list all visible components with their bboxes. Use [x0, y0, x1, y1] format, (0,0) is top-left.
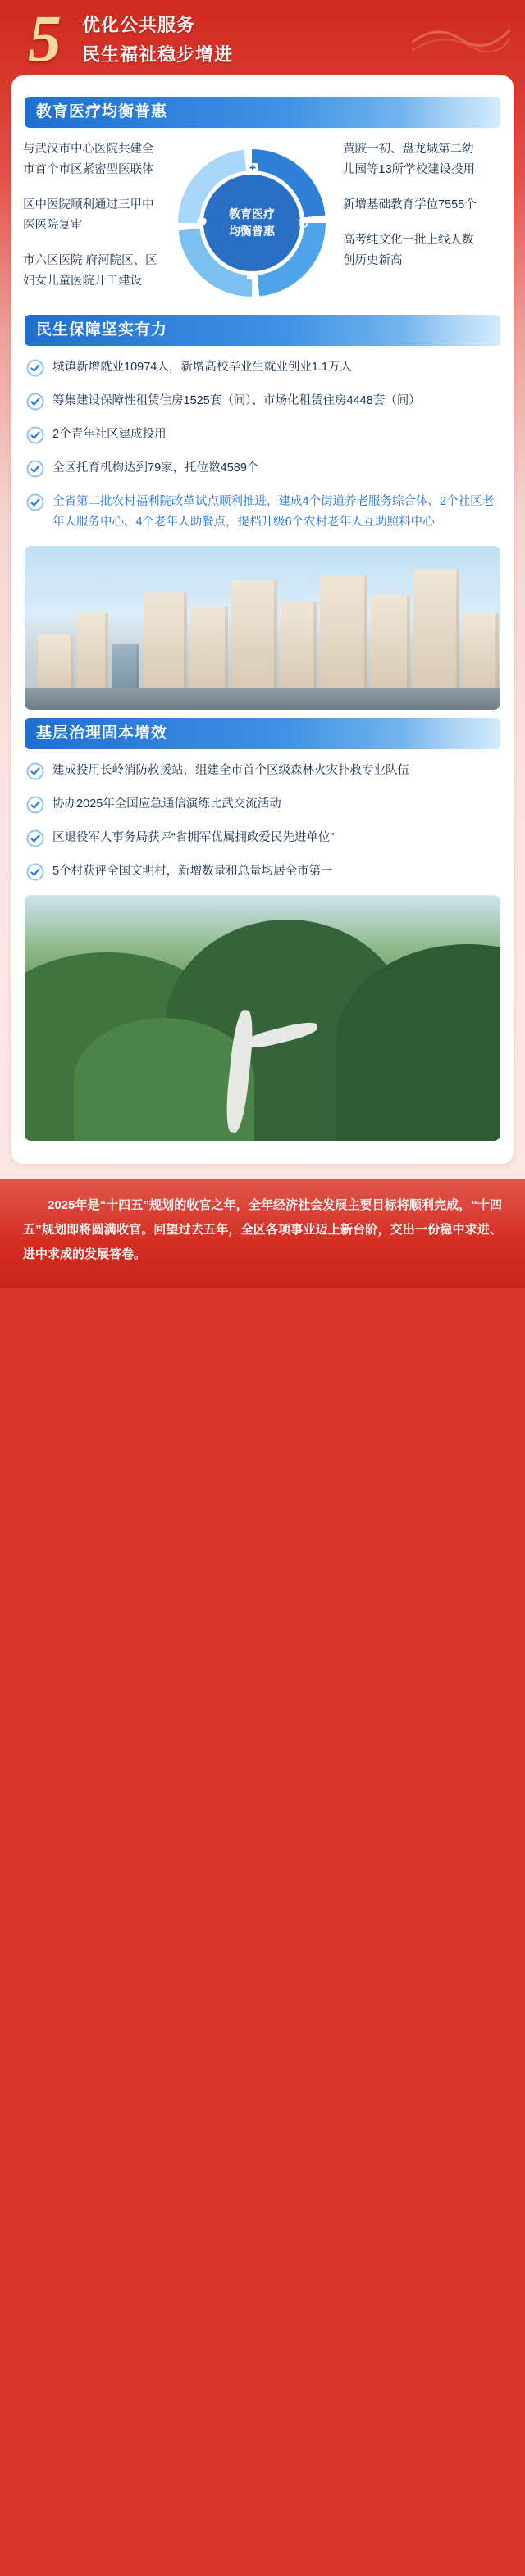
check-circle-icon — [26, 493, 44, 511]
list-item — [26, 357, 499, 378]
education-right-item-2: 新增基础教育学位7555个 — [343, 198, 477, 211]
check-circle-icon — [26, 863, 44, 881]
list-item — [26, 761, 499, 781]
header — [0, 0, 525, 75]
education-columns — [11, 139, 514, 307]
livelihood-list — [11, 357, 514, 533]
section-title-education: 教育医疗均衡普惠 — [25, 97, 500, 128]
footer-summary — [0, 1179, 525, 1288]
circle-center-label — [199, 170, 304, 275]
check-circle-icon — [26, 359, 44, 377]
education-right-item-1: 黄陂一初、盘龙城第二幼儿园等13所学校建设投用 — [343, 143, 476, 176]
list-item-text: 建成投用长岭消防救援站，组建全市首个区级森林火灾扑救专业队伍 — [52, 764, 409, 777]
check-circle-icon — [26, 796, 44, 814]
school-icon — [294, 213, 313, 231]
check-circle-icon — [26, 829, 44, 847]
section-title-livelihood: 民生保障坚实有力 — [25, 315, 500, 346]
list-item-text: 城镇新增就业10974人，新增高校毕业生就业创业1.1万人 — [52, 361, 352, 374]
header-titles — [82, 11, 233, 69]
list-item — [26, 828, 499, 848]
content-card — [11, 75, 514, 1164]
ribbon-decoration-icon — [412, 18, 510, 56]
header-title-line1: 优化公共服务 — [82, 15, 196, 35]
list-item — [26, 794, 499, 815]
book-icon — [244, 267, 262, 285]
heart-icon — [193, 213, 211, 231]
footer-text: 2025年是“十四五”规划的收官之年，全年经济社会发展主要目标将顺利完成，“十四五”规划即将圆满收官。回望过去五年，全区各项事业迈上新台阶，交出一份稳中求进、进中求成的发展答卷。 — [23, 1198, 502, 1261]
governance-list — [11, 761, 514, 882]
green-mountain-road-photo — [25, 895, 500, 1141]
list-item-text: 全区托育机构达到79家，托位数4589个 — [52, 461, 259, 475]
check-circle-icon — [26, 762, 44, 780]
residential-buildings-photo — [25, 546, 500, 710]
education-left-column — [23, 139, 161, 307]
list-item — [26, 861, 499, 882]
photo-foreground — [25, 688, 500, 710]
list-item-text: 筹集建设保障性租赁住房1525套（间）、市场化租赁住房4448套（间） — [52, 394, 421, 407]
section-title-governance: 基层治理固本增效 — [25, 718, 500, 749]
education-left-item-1: 与武汉市中心医院共建全市首个市区紧密型医联体 — [23, 143, 154, 176]
list-item-text: 5个村获评全国文明村，新增数量和总量均居全市第一 — [52, 865, 333, 878]
circle-center-line1: 教育医疗 — [229, 207, 275, 220]
check-circle-icon — [26, 393, 44, 411]
education-circle-chart — [171, 143, 332, 303]
education-right-column — [343, 139, 481, 307]
circle-center-line2: 均衡普惠 — [229, 225, 275, 238]
check-circle-icon — [26, 460, 44, 478]
list-item-text: 协办2025年全国应急通信演练比武交流活动 — [52, 797, 281, 811]
list-item-text: 2个青年社区建成投用 — [52, 428, 167, 441]
list-item — [26, 458, 499, 479]
education-diagram — [166, 139, 338, 307]
list-item — [26, 425, 499, 445]
education-left-item-3: 市六区医院 府河院区、区妇女儿童医院开工建设 — [23, 254, 158, 288]
header-title-line2: 民生福祉稳步增进 — [82, 44, 234, 65]
list-item — [26, 492, 499, 533]
section-number: 5 — [28, 1, 62, 75]
hospital-icon — [244, 157, 262, 175]
list-item — [26, 391, 499, 411]
education-right-item-3: 高考纯文化一批上线人数创历史新高 — [343, 234, 474, 267]
check-circle-icon — [26, 426, 44, 444]
education-left-item-2: 区中医院顺利通过三甲中医医院复审 — [23, 198, 154, 232]
list-item-text: 区退役军人事务局获评“省拥军优属拥政爱民先进单位” — [52, 831, 335, 844]
list-item-text: 全省第二批农村福利院改革试点顺利推进，建成4个街道养老服务综合体、2个社区老年人服务中心、4个老年人助餐点，提档升级6个农村老年人互助照料中心 — [52, 495, 495, 529]
